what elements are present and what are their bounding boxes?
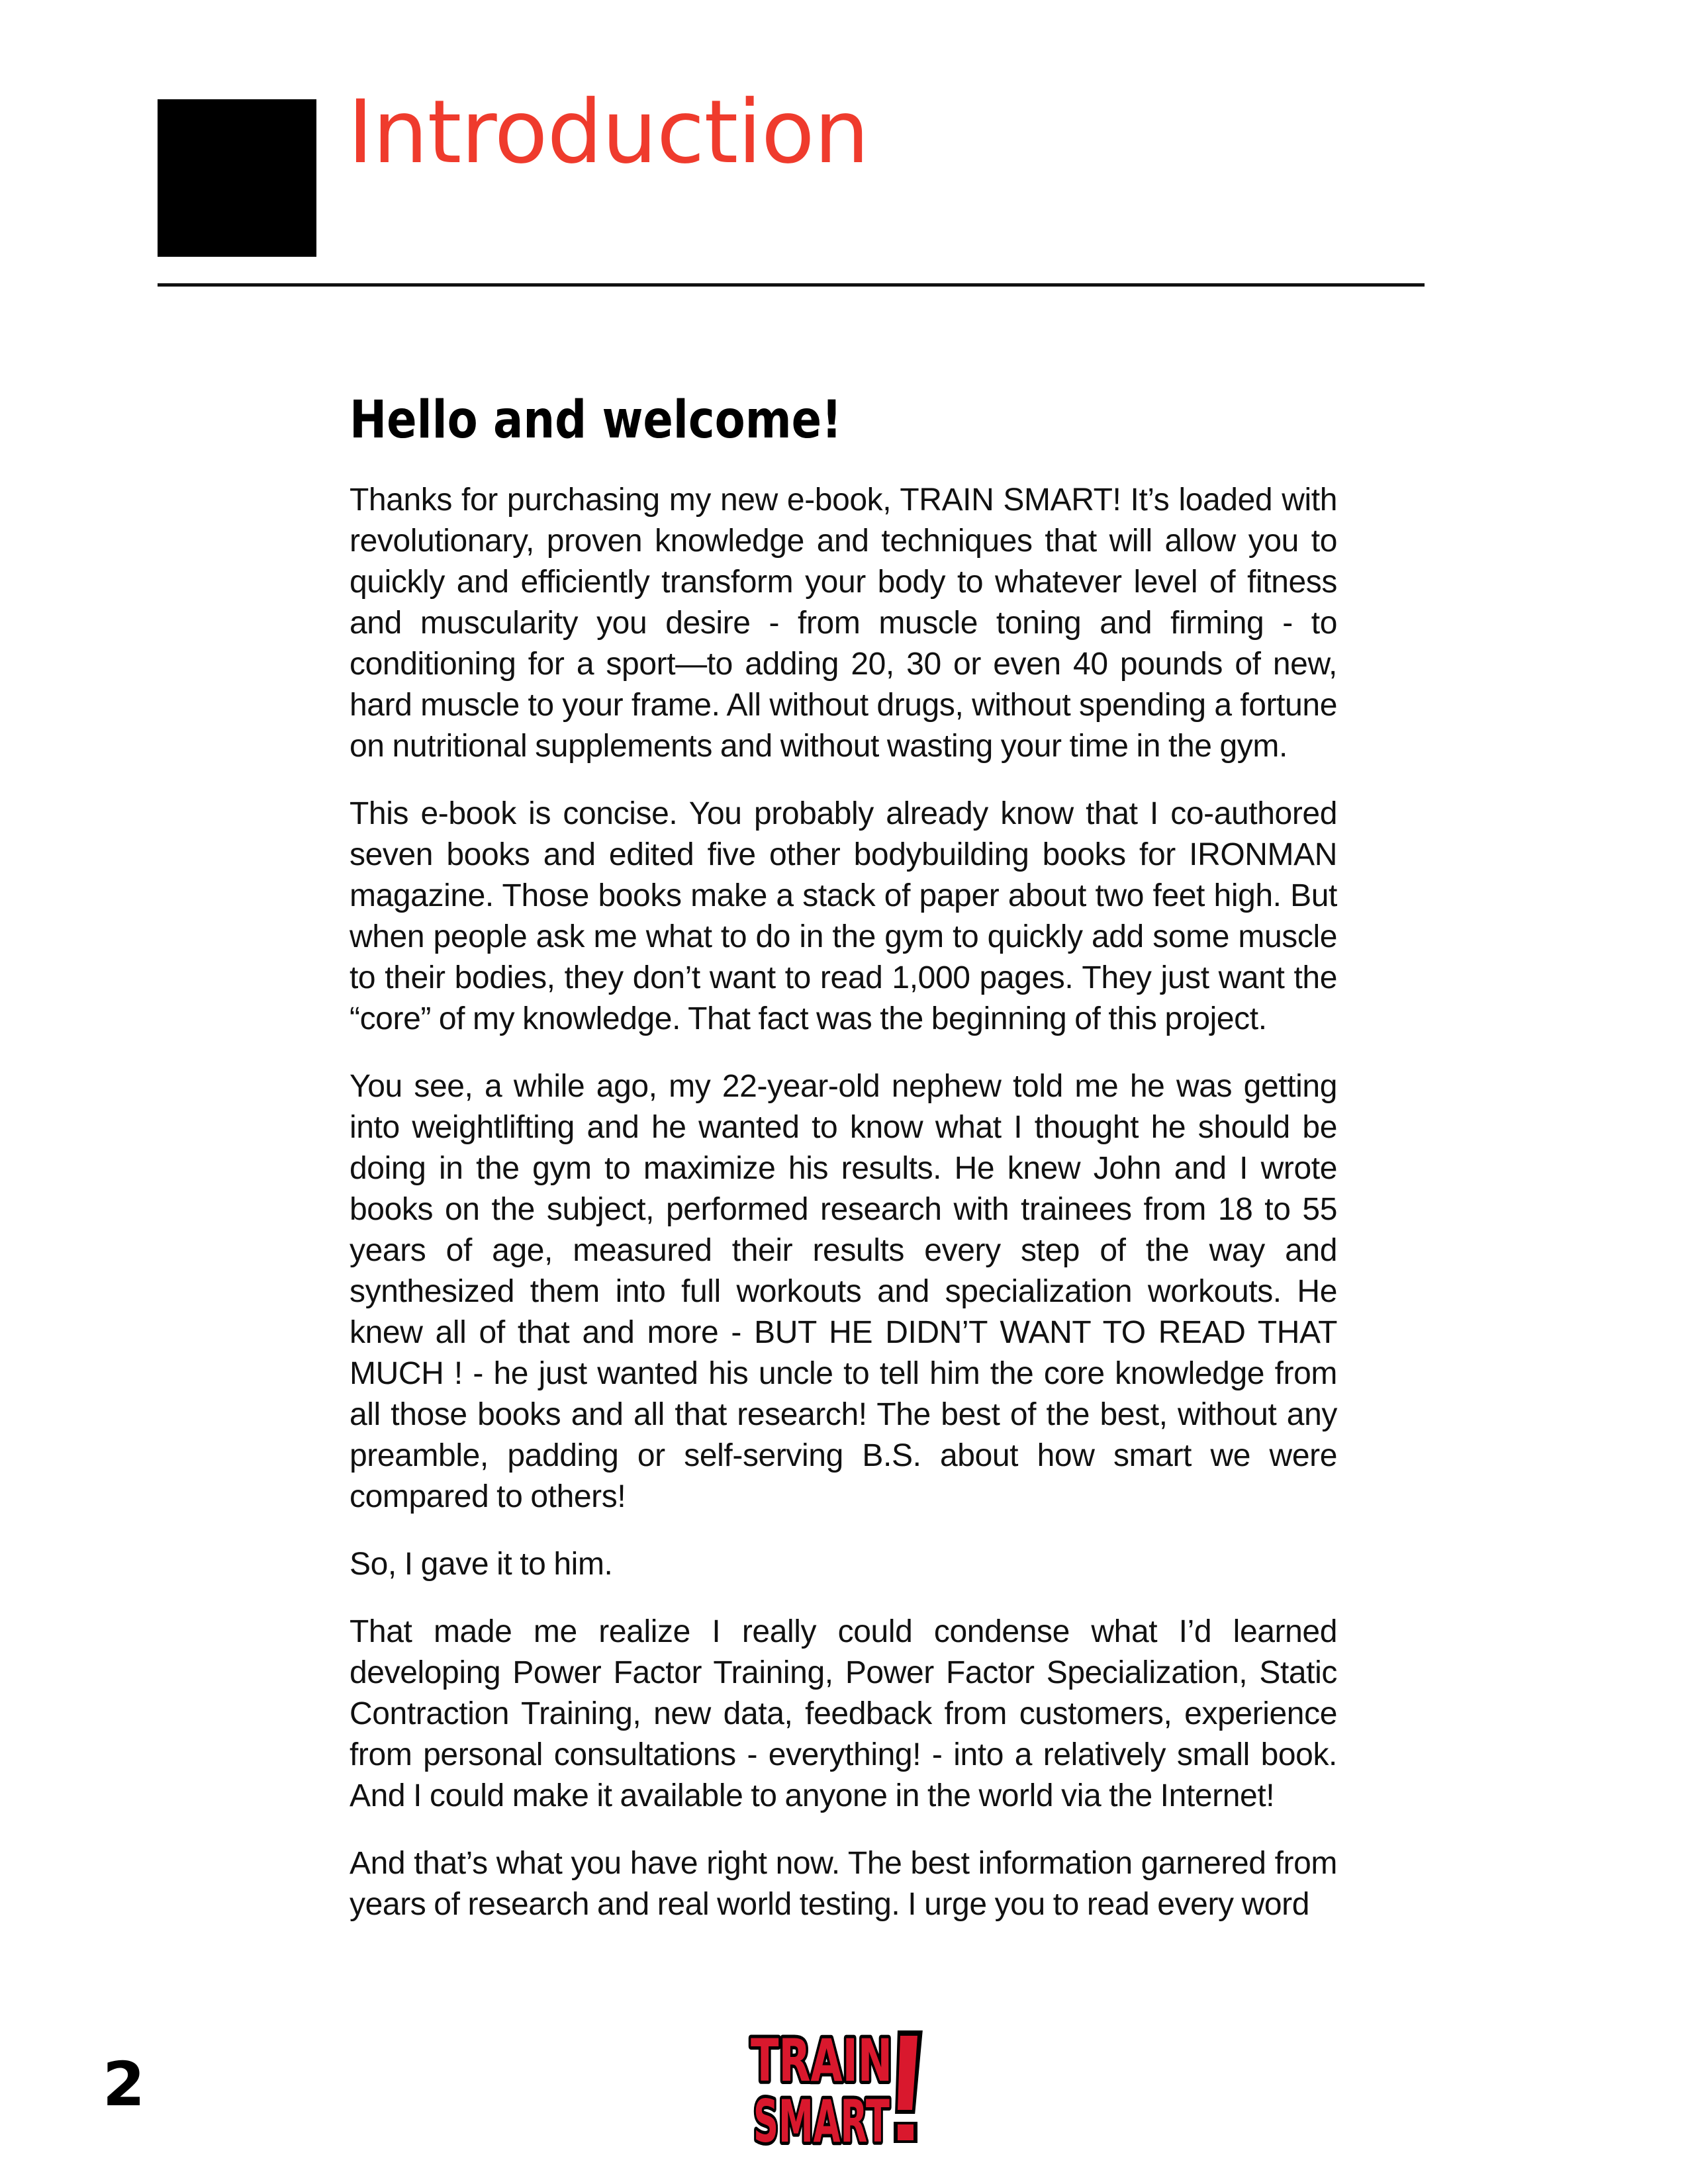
chapter-title: Introduction	[348, 81, 869, 183]
logo-line-train: TRAIN	[751, 2026, 892, 2095]
paragraph: And that’s what you have right now. The best information garnered from years of research and real world testing. I urge you to read every word	[350, 1846, 1337, 1922]
paragraph: This e-book is concise. You probably already know that I co-authored seven books and edited five other bodybuilding books for IRONMAN magazine. Those books make a stack of paper about two feet high. But when people ask me what to do in the gym to quickly add some muscle to their bodies, they don’t want to read 1,000 pages. They just want the “core” of my knowledge. That fact was the beginning of this project.	[350, 796, 1337, 1036]
paragraph: Thanks for purchasing my new e-book, TRAIN SMART! It’s loaded with revolutionary, proven knowledge and techniques that will allow you to quickly and efficiently transform your body to whatever level of fitness and muscularity you desire - from muscle toning and firming - to conditioning for a sport—to adding 20, 30 or even 40 pounds of new, hard muscle to your frame. All without drugs, without spending a fortune on nutritional supplements and without wasting your time in the gym.	[350, 482, 1337, 764]
train-smart-logo	[747, 2024, 927, 2156]
title-divider	[158, 283, 1425, 287]
page-number: 2	[103, 2049, 146, 2120]
logo-line-smart: SMART	[753, 2087, 890, 2156]
chapter-marker-block	[158, 99, 316, 257]
paragraph: So, I gave it to him.	[350, 1547, 613, 1582]
paragraph: You see, a while ago, my 22-year-old nephew told me he was getting into weightlifting and he wanted to know what I thought he should be doing in the gym to maximize his results. He knew John and I wrote books on the subject, performed research with trainees from 18 to 55 years of age, measured their results every step of the way and synthesized them into full workouts and specialization workouts. He knew all of that and more - BUT HE DIDN’T WANT TO READ THAT MUCH ! - he just wanted his uncle to tell him the core knowledge from all those books and all that research! The best of the best, without any preamble, padding or self-serving B.S. about how smart we were compared to others!	[350, 1069, 1337, 1514]
paragraph: That made me realize I really could condense what I’d learned developing Power Factor Training, Power Factor Specialization, Static Contraction Training, new data, feedback from customers, experience from personal consultations - everything! - into a relatively small book. And I could make it available to anyone in the world via the Internet!	[350, 1614, 1337, 1813]
main-content	[350, 387, 1337, 1952]
section-heading: Hello and welcome!	[350, 390, 842, 450]
